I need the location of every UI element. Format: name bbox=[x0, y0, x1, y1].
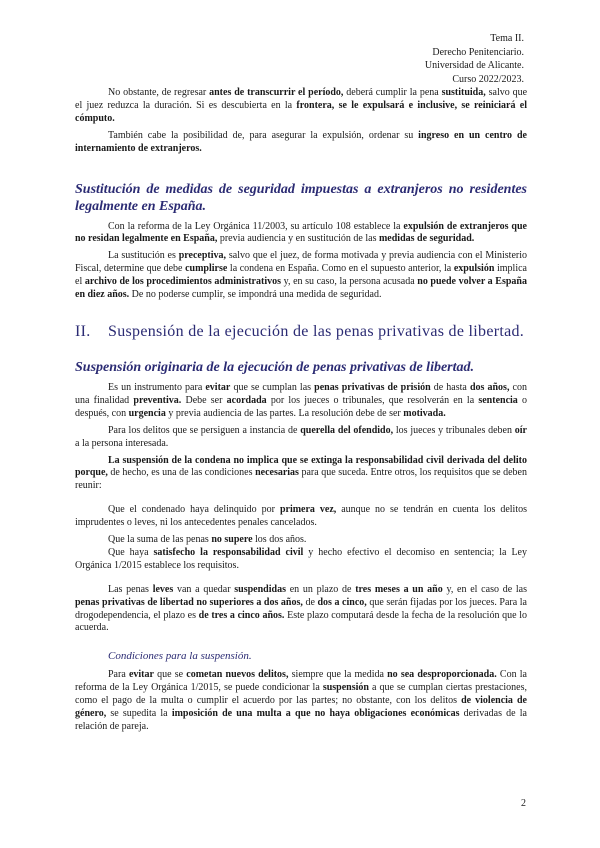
header-university: Universidad de Alicante. bbox=[424, 60, 524, 72]
requirement-sum-of-penalties: Que la suma de las penas no supere los dos años. bbox=[108, 534, 307, 546]
header-course: Curso 2022/2023. bbox=[452, 73, 524, 85]
section-number: II. bbox=[75, 322, 91, 340]
paragraph-civil-liability: La suspensión de la condena no implica que se extinga la responsabilidad civil derivada del delito porque, de hecho, es una de las condiciones necesarias para que suceda. Entre otros, los requisitos que se deben reunir: bbox=[75, 454, 527, 492]
document-header bbox=[425, 32, 524, 86]
paragraph-preceptive-substitution: La sustitución es preceptiva, salvo que el juez, de forma motivada y previa audiencia con el Ministerio Fiscal, determine que debe cumplirse la condena en España. Como en el supuesto anterior, la expulsión implica el archivo de los procedimientos administrativos y, en su caso, la persona acusada no puede volver a España en diez años. De no poderse cumplir, se impondrá una medida de seguridad. bbox=[75, 250, 528, 301]
requirement-first-offense: Que el condenado haya delinquido por primera vez, aunque no se tendrán en cuenta los delitos imprudentes o leves, ni los antecedentes penales cancelados. bbox=[75, 504, 527, 529]
paragraph-querella: Para los delitos que se persiguen a instancia de querella del ofendido, los jueces y tribunales deben oír a la persona interesada. bbox=[75, 424, 527, 449]
paragraph-conditions: Para evitar que se cometan nuevos delitos, siempre que la medida no sea desproporcionada. Con la reforma de la Ley Orgánica 1/2015, se puede condicionar la suspensión a que se cumplan ciertas prestaciones, como el pago de la multa o cumplir el acuerdo por las partes; no obstante, con los delitos de violencia de género, se supedita la imposición de una multa a que no haya obligaciones económicas derivadas de la relación de pareja. bbox=[75, 669, 527, 732]
paragraph-return-before-period: No obstante, de regresar antes de transcurrir el período, deberá cumplir la pena sustituida, salvo que el juez reduzca la duración. Si es descubierta en la frontera, se le expulsará e inclusive, se reiniciará el cómputo. bbox=[75, 87, 528, 124]
heading-substitution-security-measures: Sustitución de medidas de seguridad impuestas a extranjeros no residentes legalmente en España. bbox=[75, 181, 527, 214]
page-number: 2 bbox=[521, 798, 526, 809]
paragraph-instrument: Es un instrumento para evitar que se cumplan las penas privativas de prisión de hasta dos años, con una finalidad preventiva. Debe ser acordada por los jueces o tribunales, que resolverán en la sentencia o después, con urgencia y previa audiencia de las partes. La resolución debe de ser motivada. bbox=[75, 381, 527, 419]
requirement-civil-liability: Que haya satisfecho la responsabilidad civil y hecho efectivo el decomiso en sentencia; la Ley Orgánica 1/2015 establece los requisitos. bbox=[75, 546, 527, 571]
section-heading-ii bbox=[75, 322, 527, 341]
heading-conditions: Condiciones para la suspensión. bbox=[108, 650, 252, 663]
paragraph-suspension-periods: Las penas leves van a quedar suspendidas en un plazo de tres meses a un año y, en el caso de las penas privativas de libertad no superiores a dos años, de dos a cinco, que serán fijadas por los jueces. Para la drogodependencia, el plazo es de tres a cinco años. Este plazo computará desde la fecha de la resolución que lo acuerda. bbox=[75, 583, 527, 634]
document-body bbox=[75, 87, 527, 734]
paragraph-lo-11-2003: Con la reforma de la Ley Orgánica 11/2003, su artículo 108 establece la expulsión de extranjeros que no residan legalmente en España, previa audiencia y en sustitución de las medidas de seguridad. bbox=[75, 220, 527, 245]
header-subject: Derecho Penitenciario. bbox=[432, 46, 524, 58]
paragraph-internment: También cabe la posibilidad de, para asegurar la expulsión, ordenar su ingreso en un centro de internamiento de extranjeros. bbox=[75, 129, 527, 154]
section-title: Suspensión de la ejecución de las penas privativas de libertad. bbox=[108, 322, 525, 340]
header-topic: Tema II. bbox=[490, 33, 524, 44]
heading-original-suspension: Suspensión originaria de la ejecución de penas privativas de libertad. bbox=[75, 359, 475, 375]
